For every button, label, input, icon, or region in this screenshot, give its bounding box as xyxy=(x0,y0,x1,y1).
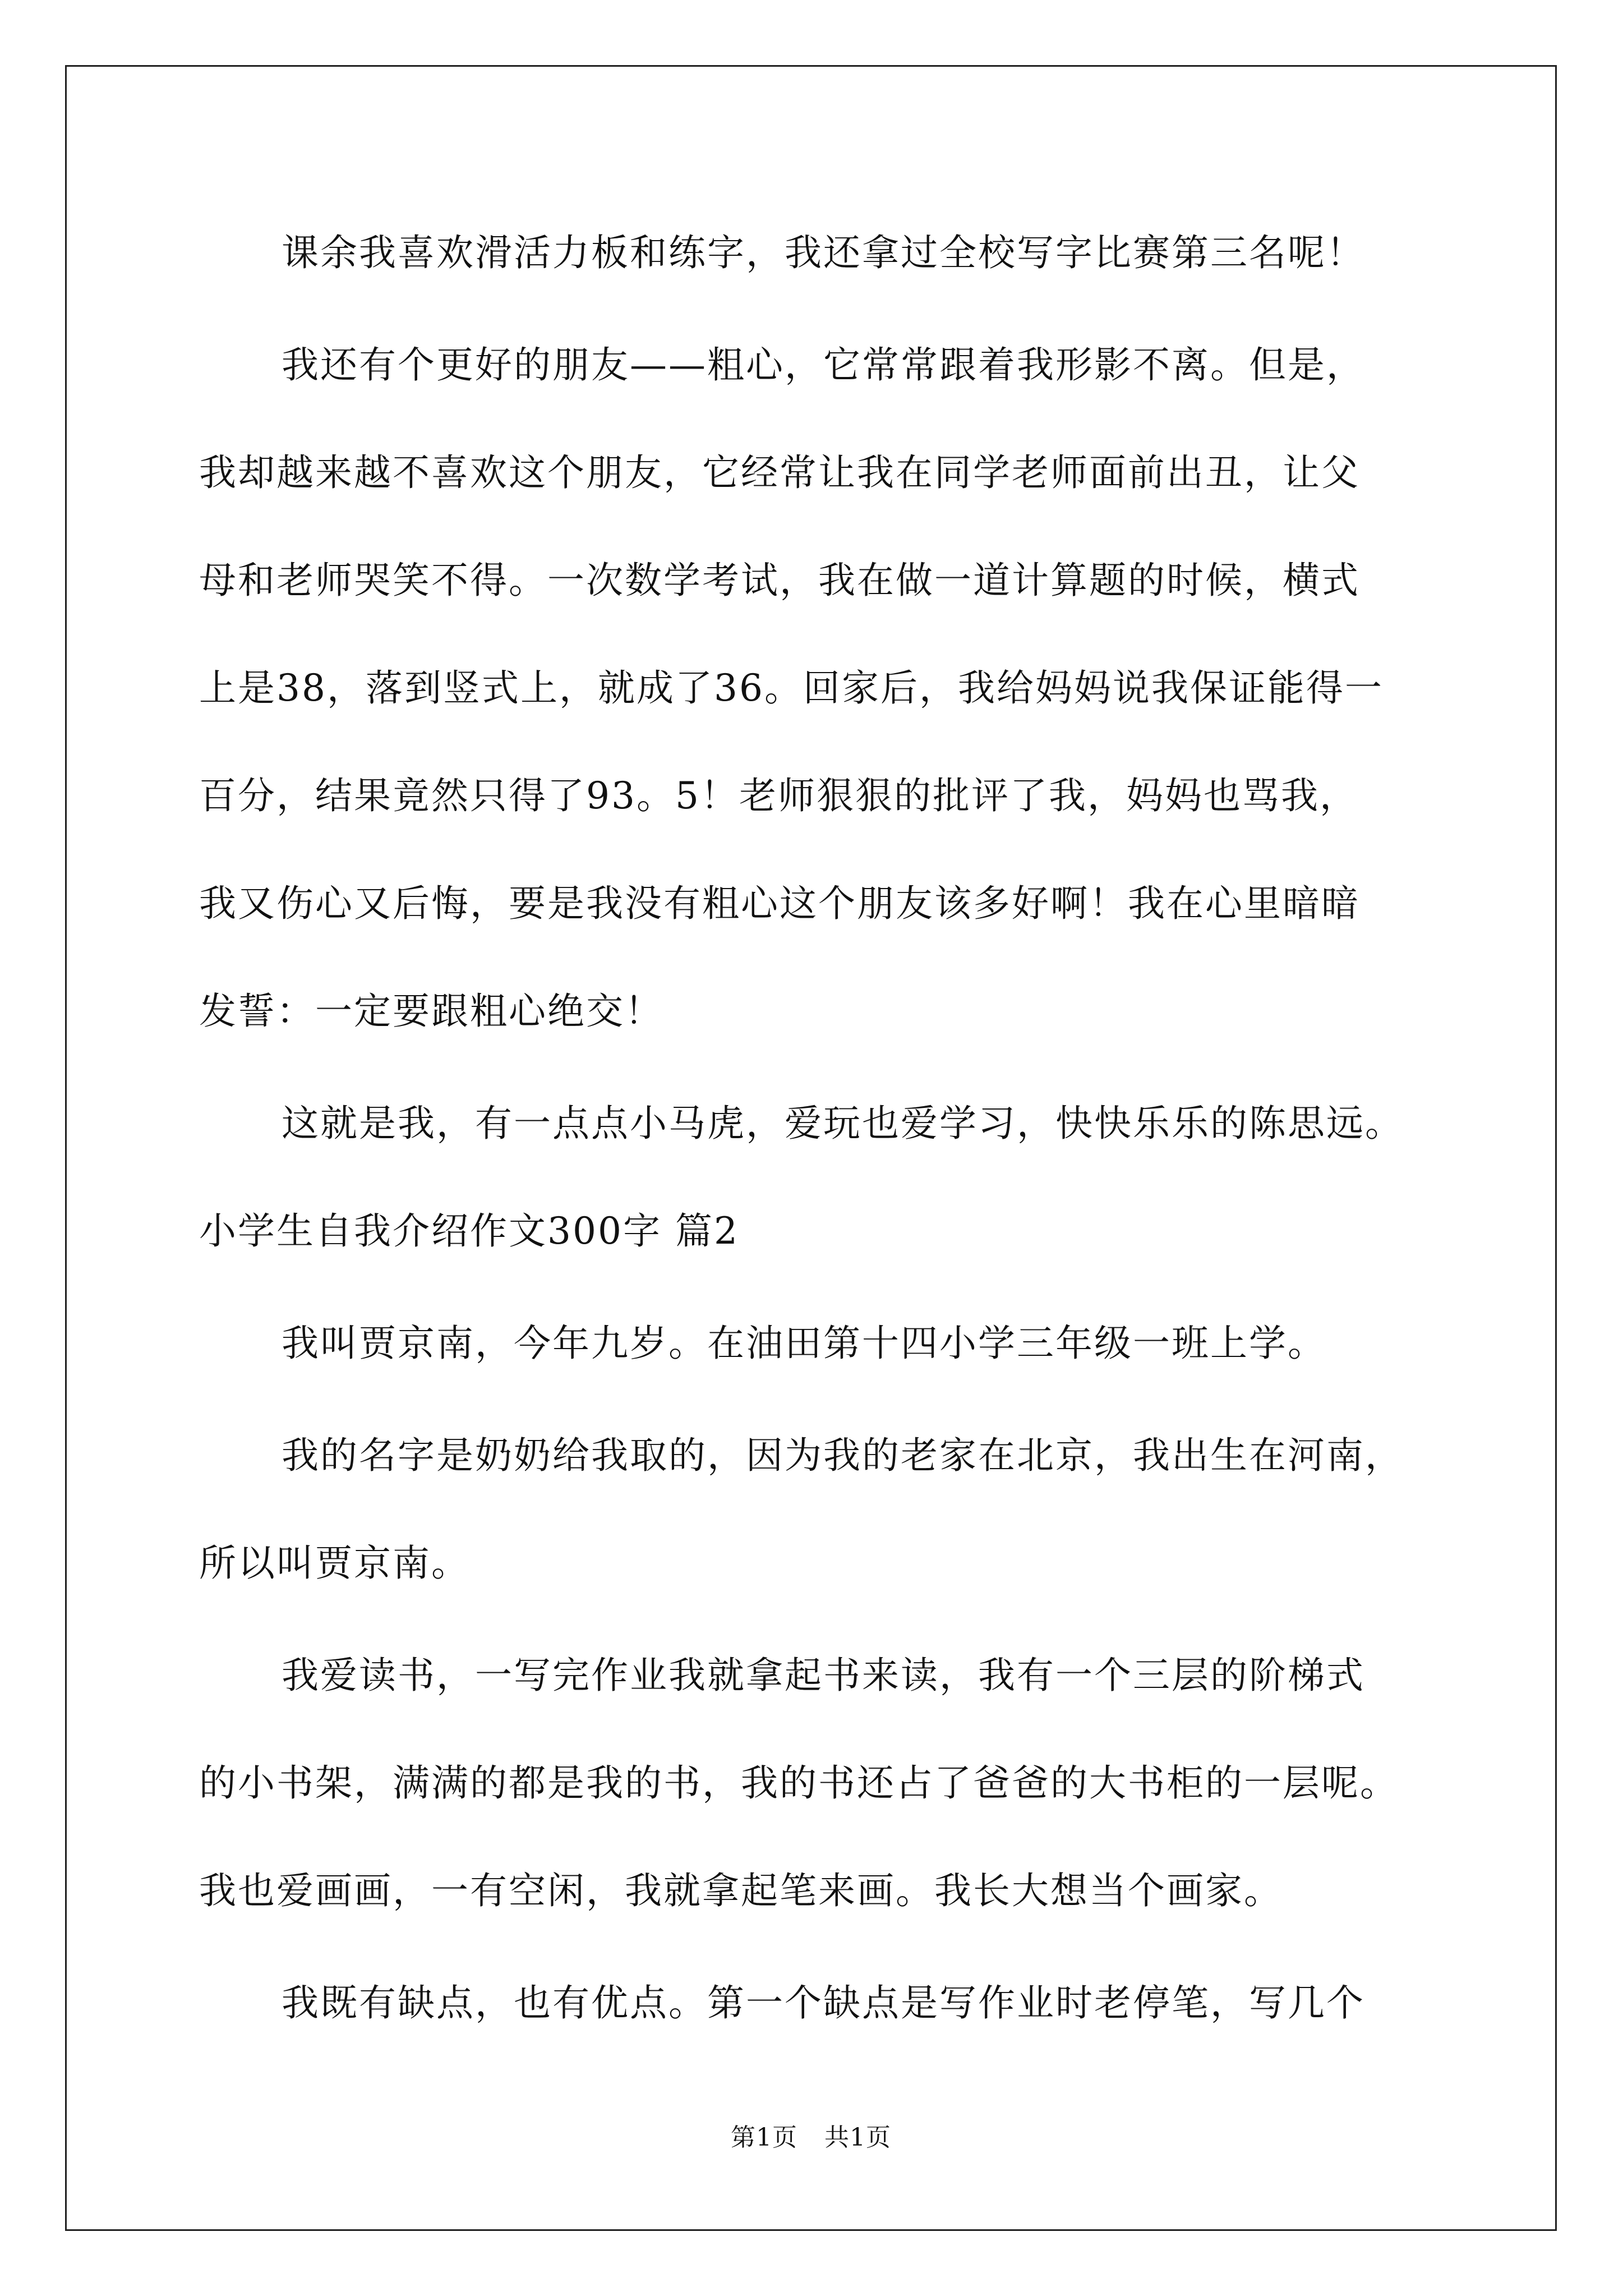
page-total: 共1页 xyxy=(824,2123,891,2152)
paragraph-line: 发誓：一定要跟粗心绝交！ xyxy=(199,990,663,1033)
paragraph-line: 母和老师哭笑不得。一次数学考试，我在做一道计算题的时候，横式 xyxy=(199,559,1360,602)
page-frame xyxy=(65,65,1557,2231)
page-number: 第1页 xyxy=(731,2123,797,2152)
paragraph-line: 我又伤心又后悔，要是我没有粗心这个朋友该多好啊！我在心里暗暗 xyxy=(199,882,1360,925)
paragraph-line: 我既有缺点，也有优点。第一个缺点是写作业时老停笔，写几个 xyxy=(282,1981,1365,2024)
paragraph-line: 我还有个更好的朋友——粗心，它常常跟着我形影不离。但是， xyxy=(282,343,1365,386)
paragraph-line: 我也爱画画，一有空闲，我就拿起笔来画。我长大想当个画家。 xyxy=(199,1869,1283,1912)
paragraph-line: 上是38，落到竖式上，就成了36。回家后，我给妈妈说我保证能得一 xyxy=(199,666,1384,710)
paragraph-line: 我的名字是奶奶给我取的，因为我的老家在北京，我出生在河南， xyxy=(282,1434,1404,1477)
paragraph-line: 百分，结果竟然只得了93。5！老师狠狠的批评了我，妈妈也骂我， xyxy=(199,774,1358,817)
page-footer xyxy=(67,2122,1555,2154)
section-heading: 小学生自我介绍作文300字 篇2 xyxy=(199,1209,739,1253)
paragraph-line: 我叫贾京南，今年九岁。在油田第十四小学三年级一班上学。 xyxy=(282,1322,1326,1365)
paragraph-line: 这就是我，有一点点小马虎，爱玩也爱学习，快快乐乐的陈思远。 xyxy=(282,1102,1404,1145)
paragraph-line: 我爱读书，一写完作业我就拿起书来读，我有一个三层的阶梯式 xyxy=(282,1654,1365,1697)
paragraph-line: 课余我喜欢滑活力板和练字，我还拿过全校写字比赛第三名呢！ xyxy=(282,231,1365,274)
paragraph-line: 的小书架，满满的都是我的书，我的书还占了爸爸的大书柜的一层呢。 xyxy=(199,1761,1399,1805)
paragraph-line: 我却越来越不喜欢这个朋友，它经常让我在同学老师面前出丑，让父 xyxy=(199,451,1360,494)
paragraph-line: 所以叫贾京南。 xyxy=(199,1542,470,1585)
